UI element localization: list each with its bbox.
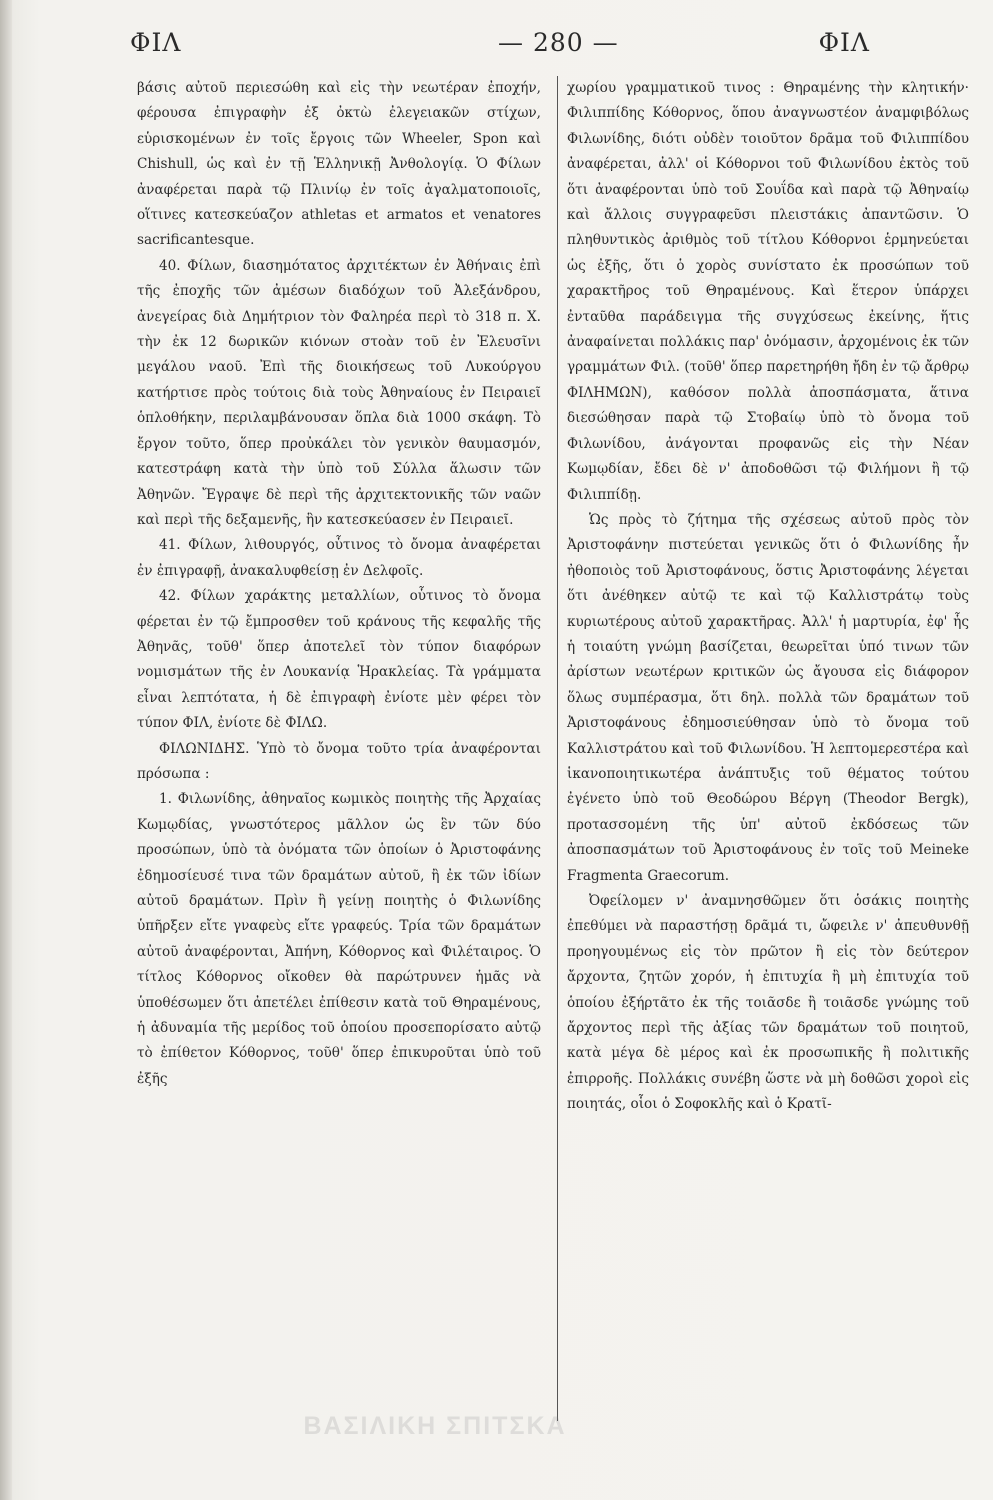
header-left-keyword: ΦΙΛ <box>130 28 182 57</box>
paragraph: 1. Φιλωνίδης, ἀθηναῖος κωμικὸς ποιητὴς τῆς Ἀρχαίας Κωμῳδίας, γνωστότερος μᾶλλον ὡς ἓν τῶν δύο προσώπων, ὑπὸ τὰ ὀνόματα τῶν ὁποίων ὁ Ἀριστοφάνης ἐδημοσίευσέ τινα τῶν δραμάτων αὐτοῦ, ἢ ἐκ τῶν ἰδίων αὐτοῦ δραμάτων. Πρὶν ἢ γείνῃ ποιητὴς ὁ Φιλωνίδης ὑπῆρξεν εἴτε γναφεὺς εἴτε γραφεύς. Τρία τῶν δραμάτων αὐτοῦ ἀναφέρονται, Ἀπήνη, Κόθορνος καὶ Φιλέταιρος. Ὁ τίτλος Κόθορνος οἴκοθεν θὰ παρώτρυνεν ἡμᾶς νὰ ὑποθέσωμεν ὅτι ἀπετέλει ἐπίθεσιν κατὰ τοῦ Θηραμένους, ἡ ἀδυναμία τῆς μερίδος τοῦ ὁποίου προσεπορίσατο αὐτῷ τὸ ἐπίθετον Κόθορνος, τοῦθ' ὅπερ ἐπικυροῦται ὑπὸ τοῦ ἐξῆς <box>137 791 541 1087</box>
paragraph: 41. Φίλων, λιθουργός, οὗτινος τὸ ὄνομα ἀναφέρεται ἐν ἐπιγραφῇ, ἀνακαλυφθείσῃ ἐν Δελφοῖς. <box>137 537 541 579</box>
paragraph: ΦΙΛΩΝΙΔΗΣ. Ὑπὸ τὸ ὄνομα τοῦτο τρία ἀναφέρονται πρόσωπα : <box>137 740 541 782</box>
left-column <box>137 76 541 1092</box>
page-number: — 280 — <box>498 28 619 57</box>
page-header <box>130 28 870 68</box>
paragraph: χωρίου γραμματικοῦ τινος : Θηραμένης τὴν κλητικήν· Φιλιππίδης Κόθορνος, ὅπου ἀναγνωστέον ἀναμφιβόλως Φιλωνίδης, διότι οὐδὲν τοιοῦτον δρᾶμα τοῦ Φιλιππίδου ἀναφέρεται, ἀλλ' οἱ Κόθορνοι τοῦ Φιλωνίδου ἐκτὸς τοῦ ὅτι ἀναφέρονται ὑπὸ τοῦ Σουΐδα καὶ παρὰ τῷ Ἀθηναίῳ καὶ ἄλλοις συγγραφεῦσι πλειστάκις ἀπαντῶσιν. Ὁ πληθυντικὸς ἀριθμὸς τοῦ τίτλου Κόθορνοι ἑρμηνεύεται ὡς ἐξῆς, ὅτι ὁ χορὸς συνίστατο ἐκ προσώπων τοῦ χαρακτῆρος τοῦ Θηραμένους. Καὶ ἕτερον ὑπάρχει ἐνταῦθα παράδειγμα τῆς συγχύσεως ἐκείνης, ἥτις ἀναφαίνεται πολλάκις παρ' ὀνόμασιν, ἀρχομένοις ἐκ τῶν γραμμάτων Φιλ. (τοῦθ' ὅπερ παρετηρήθη ἤδη ἐν τῷ ἄρθρῳ ΦΙΛΗΜΩΝ), καθόσον πολλὰ ἀποσπάσματα, ἅτινα διεσώθησαν παρὰ τῷ Στοβαίῳ ὑπὸ τὸ ὄνομα τοῦ Φιλωνίδου, ἀνάγονται προφανῶς εἰς τὴν Νέαν Κωμῳδίαν, ἔδει δὲ ν' ἀποδοθῶσι τῷ Φιλήμονι ἢ τῷ Φιλιππίδῃ. <box>567 80 969 503</box>
book-spine <box>0 0 12 1500</box>
header-right-keyword: ΦΙΛ <box>818 28 870 57</box>
paragraph: Ὀφείλομεν ν' ἀναμνησθῶμεν ὅτι ὁσάκις ποιητὴς ἐπεθύμει νὰ παραστήσῃ δρᾶμά τι, ὤφειλε ν' ἀπευθυνθῇ προηγουμένως εἰς τὸν πρῶτον ἢ εἰς τὸν δεύτερον ἄρχοντα, ζητῶν χορόν, ἡ ἐπιτυχία ἢ μὴ ἐπιτυχία τοῦ ὁποίου ἐξήρτᾶτο ἐκ τῆς τοιᾶσδε ἢ τοιᾶσδε γνώμης τοῦ ἄρχοντος περὶ τῆς ἀξίας τῶν δραμάτων τοῦ ποιητοῦ, κατὰ μέγα δὲ μέρος καὶ ἐκ προσωπικῆς ἢ πολιτικῆς ἐπιρροῆς. Πολλάκις συνέβη ὥστε νὰ μὴ δοθῶσι χοροὶ εἰς ποιητάς, οἷοι ὁ Σοφοκλῆς καὶ ὁ Κρατῖ- <box>567 893 969 1113</box>
paragraph: βάσις αὐτοῦ περιεσώθη καὶ εἰς τὴν νεωτέραν ἐποχήν, φέρουσα ἐπιγραφὴν ἐξ ὀκτὼ ἐλεγειακῶν στίχων, εὑρισκομένων ἐν τοῖς ἔργοις τῶν Wheeler, Spon καὶ Chishull, ὡς καὶ ἐν τῇ Ἑλληνικῇ Ἀνθολογίᾳ. Ὁ Φίλων ἀναφέρεται παρὰ τῷ Πλινίῳ ἐν τοῖς ἀγαλματοποιοῖς, οἵτινες κατεσκεύαζον athletas et armatos et venatores sacrificantesque. <box>137 80 541 249</box>
paragraph: 40. Φίλων, διασημότατος ἀρχιτέκτων ἐν Ἀθήναις ἐπὶ τῆς ἐποχῆς τῶν ἀμέσων διαδόχων τοῦ Ἀλεξάνδρου, ἀνεγείρας διὰ Δημήτριον τὸν Φαληρέα περὶ τὸ 318 π. Χ. τὴν ἐκ 12 δωρικῶν κιόνων στοὰν τοῦ ἐν Ἐλευσῖνι μεγάλου ναοῦ. Ἐπὶ τῆς διοικήσεως τοῦ Λυκούργου κατήρτισε πρὸς τούτοις διὰ τοὺς Ἀθηναίους ἐν Πειραιεῖ ὁπλοθήκην, περιλαμβάνουσαν ὅπλα διὰ 1000 σκάφη. Τὸ ἔργον τοῦτο, ὅπερ προὐκάλει τὸν γενικὸν θαυμασμόν, κατεστράφη κατὰ τὴν ὑπὸ τοῦ Σύλλα ἅλωσιν τῶν Ἀθηνῶν. Ἔγραψε δὲ περὶ τῆς ἀρχιτεκτονικῆς τῶν ναῶν καὶ περὶ τῆς δεξαμενῆς, ἣν κατεσκεύασεν ἐν Πειραιεῖ. <box>137 257 541 528</box>
library-watermark: ΒΑΣΙΛΙΚΗ ΣΠΙΤΣΚΑ <box>303 1412 567 1440</box>
paragraph: Ὡς πρὸς τὸ ζήτημα τῆς σχέσεως αὐτοῦ πρὸς τὸν Ἀριστοφάνην πιστεύεται γενικῶς ὅτι ὁ Φιλωνίδης ἦν ἠθοποιὸς τοῦ Ἀριστοφάνους, ὅστις Ἀριστοφάνης λέγεται ὅτι ἀνέθηκεν αὐτῷ τε καὶ τῷ Καλλιστράτῳ τοὺς κυριωτέρους αὐτοῦ χαρακτῆρας. Ἀλλ' ἡ μαρτυρία, ἐφ' ἧς ἡ τοιαύτη γνώμη βασίζεται, θεωρεῖται ὑπό τινων τῶν ἀρίστων νεωτέρων κριτικῶν ὡς ἄγουσα εἰς διάφορον ὅλως συμπέρασμα, ὅτι δηλ. πολλὰ τῶν δραμάτων τοῦ Ἀριστοφάνους ἐδημοσιεύθησαν ὑπὸ τὸ ὄνομα τοῦ Καλλιστράτου καὶ τοῦ Φιλωνίδου. Ἡ λεπτομερεστέρα καὶ ἱκανοποιητικωτέρα ἀνάπτυξις τοῦ θέματος τούτου ἐγένετο ὑπὸ τοῦ Θεοδώρου Βέργη (Theodor Bergk), προτασσομένη τῆς ὑπ' αὐτοῦ ἐκδόσεως τῶν ἀποσπασμάτων τοῦ Ἀριστοφάνους ἐν τοῖς τοῦ Meineke Fragmenta Graecorum. <box>567 511 969 884</box>
column-divider <box>557 76 558 1421</box>
paragraph: 42. Φίλων χαράκτης μεταλλίων, οὗτινος τὸ ὄνομα φέρεται ἐν τῷ ἔμπροσθεν τοῦ κράνους τῆς κεφαλῆς τῆς Ἀθηνᾶς, τοῦθ' ὅπερ ἀποτελεῖ τὸν τύπον διαφόρων νομισμάτων τῆς ἐν Λουκανίᾳ Ἡρακλείας. Τὰ γράμματα εἶναι λεπτότατα, ἡ δὲ ἐπιγραφὴ ἐνίοτε μὲν φέρει τὸν τύπον ΦΙΛ, ἐνίοτε δὲ ΦΙΛΩ. <box>137 588 541 732</box>
right-column <box>567 76 969 1118</box>
